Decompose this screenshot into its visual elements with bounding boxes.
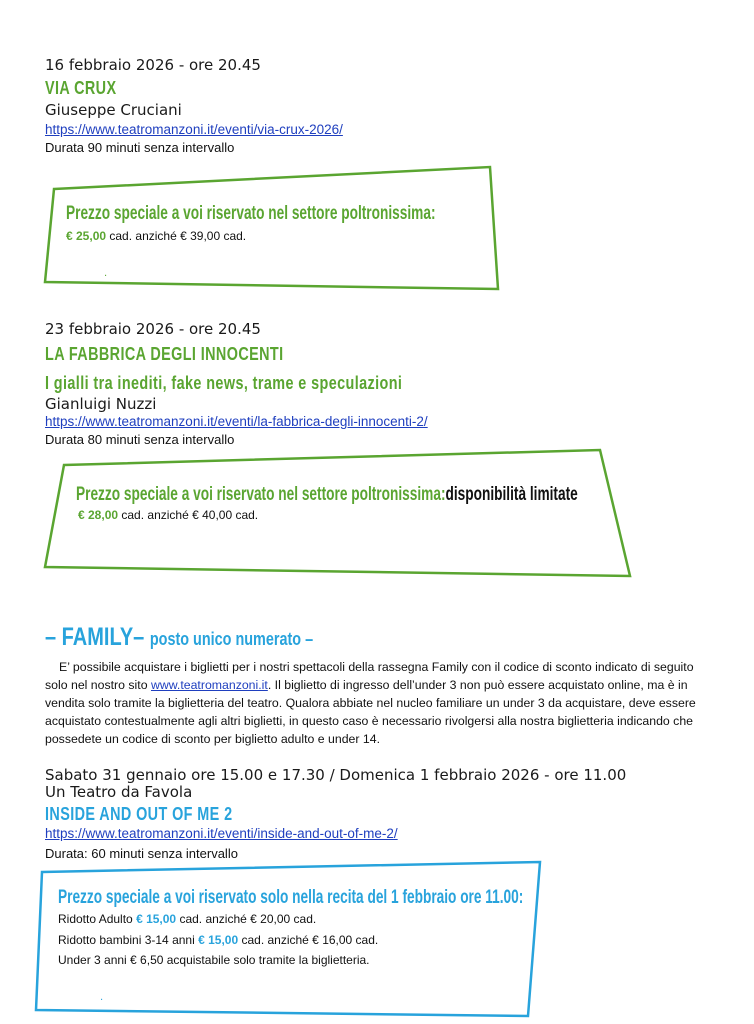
event1-offer-heading: Prezzo speciale a voi riservato nel settore poltronissima: (66, 203, 436, 224)
event2-offer-heading (76, 484, 578, 506)
event1-author: Giuseppe Cruciani (45, 101, 182, 119)
decorative-dot: . (100, 992, 104, 1003)
event2-price-value: € 28,00 (78, 508, 119, 522)
event1-date: 16 febbraio 2026 - ore 20.45 (45, 56, 261, 74)
event1-duration: Durata 90 minuti senza intervallo (45, 140, 235, 155)
event3-duration: Durata: 60 minuti senza intervallo (45, 846, 238, 861)
offer-box-1-outline (45, 167, 498, 289)
event2-offer-heading-text: Prezzo speciale a voi riservato nel settore poltronissima: (76, 484, 446, 505)
family-heading-main: – FAMILY– (45, 623, 145, 651)
line2-price: € 15,00 (198, 933, 239, 947)
event3-date: Sabato 31 gennaio ore 15.00 e 17.30 / Domenica 1 febbraio 2026 - ore 11.00 (45, 766, 627, 784)
event1-price-rest: cad. anziché € 39,00 cad. (106, 229, 247, 243)
family-para-part2: . Il biglietto di ingresso dell’under 3 non può essere acquistato online, ma è in vendita solo tramite la biglietteria del teatro. Qualora abbiate nel nucleo familiare un under 3 da acquistare, deve essere acquistato contestualmente agli altri biglietti, in questo caso è necessario rivolgersi alla nostra biglietteria indicando che possedete un codice di sconto per biglietto adulto e under 14. (45, 678, 696, 746)
event2-link[interactable]: https://www.teatromanzoni.it/eventi/la-fabbrica-degli-innocenti-2/ (45, 414, 428, 429)
event3-offer-line1 (58, 912, 316, 926)
event2-duration: Durata 80 minuti senza intervallo (45, 432, 235, 447)
line1-price: € 15,00 (136, 912, 177, 926)
event2-offer-price (78, 508, 258, 522)
event2-offer-limited: disponibilità limitate (445, 484, 578, 505)
decorative-dot: . (104, 268, 108, 279)
event3-offer-line3: Under 3 anni € 6,50 acquistabile solo tramite la biglietteria. (58, 953, 370, 967)
event2-date: 23 febbraio 2026 - ore 20.45 (45, 320, 261, 338)
event3-company: Un Teatro da Favola (45, 783, 193, 801)
line2-rest: cad. anziché € 16,00 cad. (238, 933, 379, 947)
line1-label: Ridotto Adulto (58, 912, 137, 926)
family-heading-sub: posto unico numerato – (149, 629, 314, 649)
event1-price-value: € 25,00 (66, 229, 107, 243)
event3-offer-line2 (58, 933, 378, 947)
family-para-part1: E’ possibile acquistare i biglietti per i nostri spettacoli della rassegna Family con il codice di sconto indicato di seguito solo nel nostro sito (45, 660, 694, 692)
line1-rest: cad. anziché € 20,00 cad. (176, 912, 317, 926)
event2-title: LA FABBRICA DEGLI INNOCENTI (45, 344, 284, 364)
event3-link[interactable]: https://www.teatromanzoni.it/eventi/inside-and-out-of-me-2/ (45, 826, 398, 841)
family-paragraph (45, 658, 705, 748)
event2-subtitle: I gialli tra inediti, fake news, trame e speculazioni (45, 373, 403, 393)
event1-title: VIA CRUX (45, 78, 117, 98)
family-heading (45, 623, 313, 652)
event1-link[interactable]: https://www.teatromanzoni.it/eventi/via-crux-2026/ (45, 122, 343, 137)
event2-price-rest: cad. anziché € 40,00 cad. (118, 508, 259, 522)
event1-offer-price (66, 229, 246, 243)
event3-title: INSIDE AND OUT OF ME 2 (45, 804, 233, 824)
line2-label: Ridotto bambini 3-14 anni (58, 933, 199, 947)
event2-author: Gianluigi Nuzzi (45, 395, 157, 413)
family-site-link[interactable]: www.teatromanzoni.it (150, 678, 268, 692)
event3-offer-heading: Prezzo speciale a voi riservato solo nella recita del 1 febbraio ore 11.00: (58, 887, 524, 908)
